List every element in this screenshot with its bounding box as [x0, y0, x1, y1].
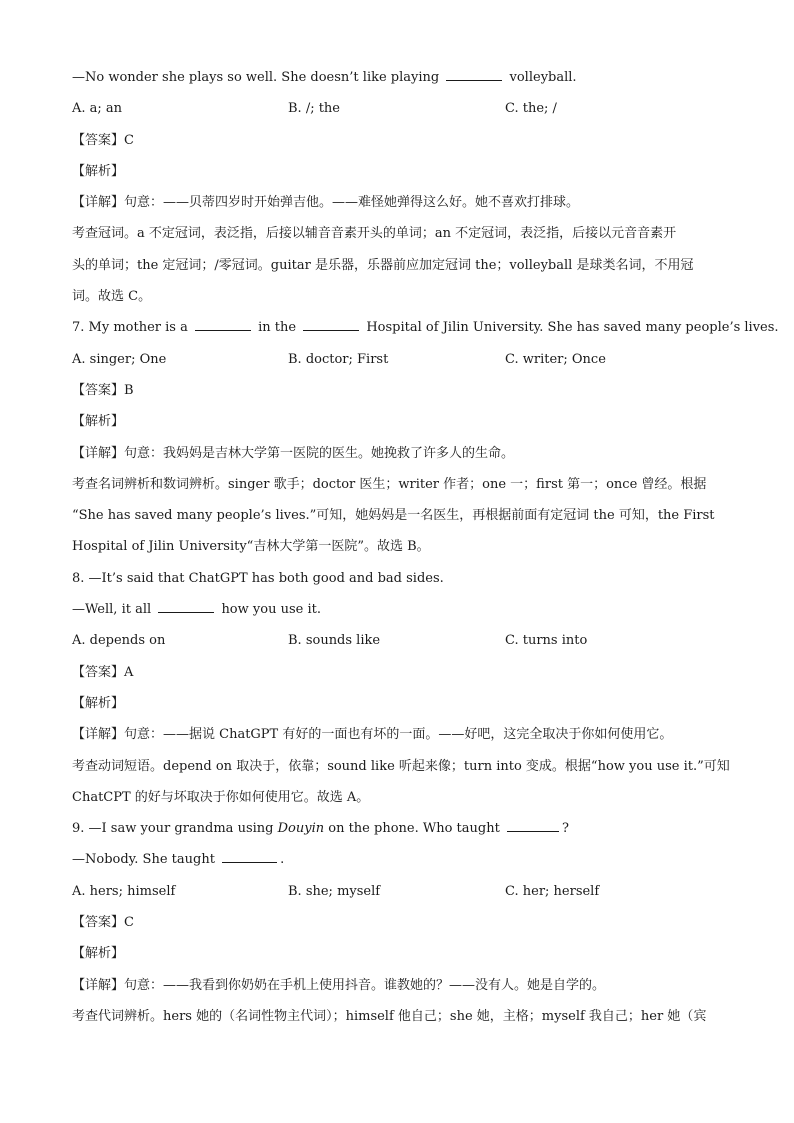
explanation-line: “She has saved many people’s lives.”可知，她妈妈是一名医生，再根据前面有定冠词 the 可知，the First [72, 508, 715, 524]
answer-label: 【答案】B [72, 382, 134, 398]
analysis-label: 【解析】 [72, 695, 125, 711]
q7-question [72, 312, 779, 343]
q9-reply-line [72, 844, 732, 875]
q9-text: on the phone. Who taught [328, 821, 500, 837]
q9-text: . [280, 852, 285, 868]
q9-italic-word: Douyin [277, 821, 325, 837]
answer-blank [158, 611, 214, 613]
answer-label: 【答案】C [72, 132, 134, 148]
answer-blank [507, 830, 559, 832]
q7-text: in the [258, 320, 297, 336]
q9-text: —Nobody. She taught [72, 852, 215, 868]
q6-reply-end: volleyball. [509, 70, 577, 85]
analysis-label: 【解析】 [72, 414, 125, 430]
option-a: A. hers; himself [72, 883, 176, 899]
q8-text: how you use it. [221, 602, 321, 618]
option-b: B. she; myself [288, 883, 381, 899]
analysis-label: 【解析】 [72, 163, 125, 179]
detail-text: 【详解】句意：——我看到你奶奶在手机上使用抖音。谁教她的？——没有人。她是自学的。 [72, 977, 606, 993]
option-c: C. the; / [505, 101, 557, 117]
q6-reply-text: —No wonder she plays so well. She doesn’t like playing [72, 70, 440, 85]
answer-blank [446, 79, 502, 81]
q8-question: 8. —It’s said that ChatGPT has both good and bad sides. [72, 570, 444, 586]
answer-label: 【答案】A [72, 664, 134, 680]
q6-options [72, 93, 732, 124]
explanation-line: 考查代词辨析。hers 她的（名词性物主代词）；himself 他自己；she 她，主格；myself 我自己；her 她（宾 [72, 1008, 707, 1024]
q9-text: 9. —I saw your grandma using [72, 821, 274, 837]
answer-label: 【答案】C [72, 915, 134, 931]
explanation-line: 词。故选 C。 [72, 289, 152, 305]
q8-options [72, 625, 732, 656]
detail-text: 【详解】句意：——据说 ChatGPT 有好的一面也有坏的一面。——好吧，这完全取决于你如何使用它。 [72, 727, 673, 743]
q8-text: —Well, it all [72, 602, 152, 618]
answer-blank [222, 861, 277, 863]
q9-text: ? [561, 821, 569, 837]
option-c: C. turns into [505, 633, 588, 649]
explanation-line: 考查动词短语。depend on 取决于，依靠；sound like 听起来像；turn into 变成。根据“how you use it.”可知 [72, 758, 730, 774]
q9-options [72, 876, 732, 907]
q8-reply-line [72, 594, 732, 625]
detail-text: 【详解】句意：——贝蒂四岁时开始弹吉他。——难怪她弹得这么好。她不喜欢打排球。 [72, 195, 580, 211]
detail-text: 【详解】句意：我妈妈是吉林大学第一医院的医生。她挽救了许多人的生命。 [72, 445, 515, 461]
option-b: B. doctor; First [288, 351, 389, 367]
option-a: A. singer; One [72, 351, 167, 367]
option-b: B. /; the [288, 101, 340, 117]
option-b: B. sounds like [288, 633, 381, 649]
option-c: C. writer; Once [505, 351, 606, 367]
option-a: A. a; an [72, 101, 123, 117]
option-a: A. depends on [72, 633, 166, 649]
q7-text: 7. My mother is a [72, 320, 188, 336]
q7-options [72, 344, 732, 375]
q9-question [72, 813, 732, 844]
explanation-line: Hospital of Jilin University“吉林大学第一医院”。故选 B。 [72, 539, 430, 555]
explanation-line: 考查冠词。a 不定冠词，表泛指，后接以辅音音素开头的单词；an 不定冠词，表泛指，后接以元音音素开 [72, 226, 677, 242]
explanation-line: ChatCPT 的好与坏取决于你如何使用它。故选 A。 [72, 789, 370, 805]
analysis-label: 【解析】 [72, 946, 125, 962]
q7-text: Hospital of Jilin University. She has saved many people’s lives. [366, 320, 779, 336]
explanation-line: 头的单词；the 定冠词；/零冠词。guitar 是乐器，乐器前应加定冠词 the；volleyball 是球类名词，不用冠 [72, 257, 694, 273]
option-c: C. her; herself [505, 883, 600, 899]
explanation-line: 考查名词辨析和数词辨析。singer 歌手；doctor 医生；writer 作者；one 一；first 第一；once 曾经。根据 [72, 476, 707, 492]
answer-blank [303, 329, 359, 331]
answer-blank [195, 329, 251, 331]
document-page [72, 62, 779, 1032]
q6-reply-line [72, 62, 732, 93]
